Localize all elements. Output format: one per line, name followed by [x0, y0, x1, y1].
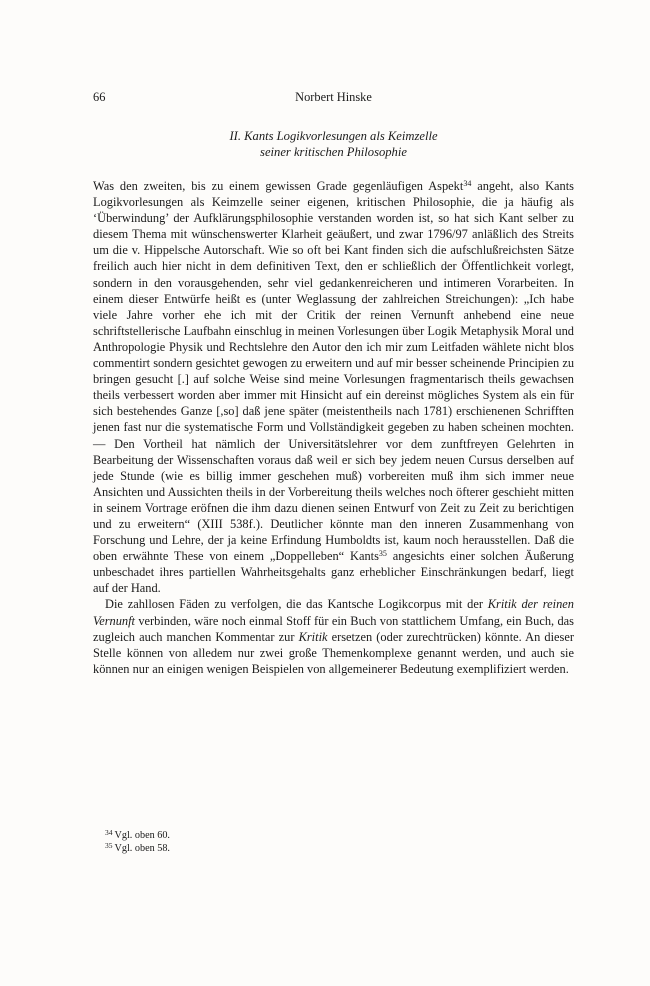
paragraph-1-text-b: angeht, also Kants Logikvorlesungen als Keimzelle seiner eigenen, kritischen Philosophie, die ja häufig als ‘Überwindung’ der Aufklärungsphilosophie verstanden worden ist, so hat sich Kant selber zu diesem Thema mit wünschenswerter Klarheit geäußert, und zwar 1796/97 anläßlich des Streits um die v. Hippelsche Autorschaft. Wie so oft bei Kant finden sich die aufschlußreichsten Sätze freilich auch hier nicht in dem definitiven Text, den er schließlich der Öffentlichkeit vorlegt, sondern in den vorausgehenden, sehr viel gedankenreicheren und intimeren Vorarbeiten. In einem dieser Entwürfe heißt es (unter Weglassung der zahlreichen Streichungen): „Ich habe viele Jahre vorher ehe ich mit der Critik der reinen Vernunft anhebend eine neue schriftstellerische Laufbahn einschlug in meinen Vorlesungen über Logik Metaphysik Moral und Anthropologie Physik und Rechtslehre den Autor den ich mir zum Leitfaden wählete nicht blos commentirt sondern gesichtet gewogen zu erweitern und auf mir besser scheinende Principien zu bringen gesucht [.] auf solche Weise sind meine Vorlesungen fragmentarisch theils gewachsen theils verbessert worden aber immer mit Hinsicht auf ein dereinst mögliches System als ein für sich bestehendes Ganze [,so] daß jene später (meistentheils nach 1781) erschienenen Schrifften jenen fast nur die systematische Form und Vollständigkeit gegeben zu haben scheinen mochten. — Den Vortheil hat nämlich der Universitätslehrer vor dem zunftfreyen Gelehrten in Bearbeitung der Wissenschaften voraus daß weil er sich bey jedem neuen Cursus derselben auf jede Stunde (wie es billig immer geschehen muß) vorbereiten muß ihm sich immer neue Ansichten und Aussichten theils in der Vorbereitung theils welches noch öfterer geschieht mitten in seinem Vortrage eröfnen die ihm dazu dienen seinen Entwurf von Zeit zu Zeit zu berichtigen und zu erweitern“ (XIII 538f.). Deutlicher könnte man den inneren Zusammenhang von Forschung und Lehre, der ja keine Erfindung Humboldts ist, kaum noch herausstellen. Daß die oben erwähnte These von einem „Doppelleben“ Kants [93, 179, 575, 564]
footnote-34 [93, 829, 574, 842]
paragraph-2-italic-a: Kritik der reinen Vernunft [93, 597, 574, 628]
paragraph-2-text-a: Die zahllosen Fäden zu verfolgen, die das Kantsche Logikcorpus mit der [105, 597, 488, 612]
body-text [93, 178, 574, 677]
section-title-line-1: II. Kants Logikvorlesungen als Keimzelle [229, 129, 438, 143]
footnote-35 [93, 842, 574, 855]
footnotes [93, 829, 574, 855]
running-head-author: Norbert Hinske [295, 90, 372, 104]
page-number: 66 [93, 90, 106, 104]
section-title [93, 128, 574, 160]
paragraph-2-text-c: ersetzen (oder zurechtrücken) könnte. An dieser Stelle können von alledem nur zwei große Themenkomplexe genannt werden, und auch sie können nur an einigen wenigen Beispielen von allgemeinerer Bedeutung exemplifiziert werden. [93, 629, 574, 676]
paragraph-2-text-b: verbinden, wäre noch einmal Stoff für ein Buch von stattlichem Umfang, ein Buch, das zugleich auch manchen Kommentar zur [93, 613, 574, 644]
paragraph-1-text-c: angesichts einer solchen Äußerung unbeschadet ihres partiellen Wahrheitsgehalts ganz erheblicher Einschränkungen bedarf, liegt auf der Hand. [93, 549, 574, 596]
running-head [93, 90, 574, 108]
paragraph-1 [93, 178, 574, 596]
footnote-number: 35 [105, 841, 113, 850]
paragraph-1-text-a: Was den zweiten, bis zu einem gewissen Grade gegenläufigen Aspekt [93, 179, 464, 193]
footnote-ref-35[interactable]: 35 [378, 549, 387, 559]
page-body [93, 90, 574, 677]
footnote-text: Vgl. oben 58. [114, 843, 170, 854]
footnote-number: 34 [105, 828, 113, 837]
paragraph-2 [93, 596, 574, 676]
section-title-line-2: seiner kritischen Philosophie [260, 145, 407, 159]
footnote-text: Vgl. oben 60. [114, 830, 170, 841]
footnote-ref-34[interactable]: 34 [463, 179, 472, 188]
paragraph-2-italic-b: Kritik [298, 629, 328, 644]
